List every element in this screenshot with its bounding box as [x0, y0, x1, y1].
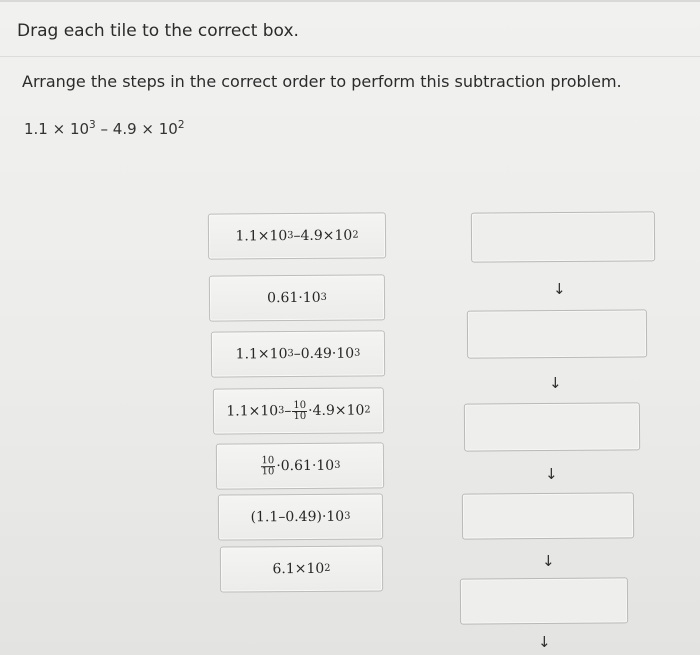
question-instruction: Arrange the steps in the correct order to perform this subtraction problem. — [22, 72, 622, 91]
tile-2[interactable] — [209, 274, 385, 321]
tile-4-text-b: ·4.9×10 — [308, 402, 365, 419]
problem-term-b: – 4.9 × 10 — [95, 120, 178, 138]
tile-5-fraction — [260, 456, 275, 477]
tile-4-text: 1.1×10 — [226, 403, 279, 420]
problem-exp-a: 3 — [89, 119, 96, 132]
drop-box-2[interactable] — [467, 309, 647, 358]
tile-5-frac-den: 10 — [261, 465, 275, 477]
tile-3-text: 1.1×10 — [235, 346, 288, 363]
drop-box-1[interactable] — [471, 211, 655, 262]
drop-box-3[interactable] — [464, 402, 640, 451]
tile-2-text: 0.61·10 — [267, 289, 321, 307]
tile-5[interactable] — [216, 442, 384, 489]
top-rule — [0, 0, 700, 2]
tile-4[interactable] — [213, 387, 384, 434]
drop-box-5[interactable] — [460, 577, 628, 624]
tile-5-text: ·0.61·10 — [276, 457, 335, 475]
down-arrow-icon: ↓ — [538, 633, 551, 651]
tile-6[interactable] — [218, 493, 383, 540]
question-heading: Drag each tile to the correct box. — [17, 21, 299, 41]
tile-5-frac-num: 10 — [261, 454, 275, 466]
tile-1[interactable] — [208, 212, 386, 259]
tile-7[interactable] — [220, 545, 383, 592]
drop-box-4[interactable] — [462, 492, 634, 539]
down-arrow-icon: ↓ — [542, 552, 555, 570]
tile-6-text: (1.1–0.49)·10 — [250, 508, 345, 526]
tile-4-minus: – — [284, 403, 292, 420]
tile-3-text-b: –0.49·10 — [293, 345, 355, 363]
problem-exp-b: 2 — [177, 119, 185, 132]
problem-expression — [24, 120, 185, 138]
down-arrow-icon: ↓ — [553, 280, 566, 298]
down-arrow-icon: ↓ — [545, 465, 558, 483]
tile-7-text: 6.1×10 — [272, 560, 325, 578]
tile-1-text: 1.1×10 — [235, 228, 288, 245]
tile-4-fraction — [292, 400, 307, 421]
tile-4-frac-den: 10 — [293, 410, 307, 422]
problem-term-a: 1.1 × 10 — [24, 120, 90, 138]
tile-1-text-b: –4.9×10 — [293, 227, 353, 245]
down-arrow-icon: ↓ — [549, 374, 562, 392]
tile-3[interactable] — [211, 330, 385, 377]
divider — [0, 56, 700, 57]
tile-4-frac-num: 10 — [293, 399, 307, 411]
